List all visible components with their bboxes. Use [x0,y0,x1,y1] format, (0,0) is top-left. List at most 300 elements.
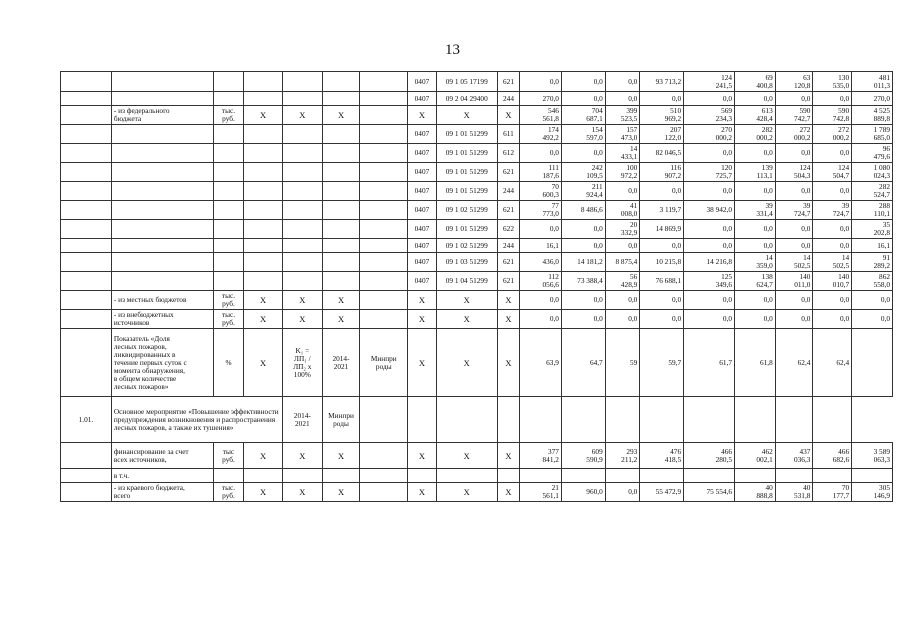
year-2018-cell: 0,0 [684,144,735,163]
year-2014-cell: 0,0 [520,72,562,92]
period-cell: 2014- 2021 [282,397,322,443]
year-2017-cell [640,469,684,483]
expense-type-cell: 622 [497,220,519,239]
expense-type-cell: X [497,106,519,125]
expense-type-cell: 621 [497,72,519,92]
table-row [61,253,893,272]
section-number-cell [61,253,112,272]
expense-type-cell [497,469,519,483]
year-2019-cell: 40 888,8 [735,483,776,502]
csr-cell [322,182,360,201]
year-2018-cell: 14 216,8 [684,253,735,272]
rz-pr-cell [282,144,322,163]
year-2017-cell: 476 418,5 [640,443,684,469]
year-2016-cell: 59 [605,329,640,397]
table-row [61,182,893,201]
empty-cell-cell [520,397,562,443]
total-cell: 96 479,6 [852,144,893,163]
unit-cell [213,92,244,106]
target-article-cell: X [436,106,497,125]
expense-type-cell: X [497,310,519,329]
vr-cell [360,182,408,201]
year-2015-cell: 0,0 [561,144,605,163]
vr-cell [360,220,408,239]
target-article-cell: 09 1 01 51299 [436,182,497,201]
expense-type-cell: 621 [497,201,519,220]
table-row [61,443,893,469]
year-2015-cell: 0,0 [561,92,605,106]
rz-pr-cell: X [282,483,322,502]
year-2017-cell: 55 472,9 [640,483,684,502]
year-2014-cell [520,469,562,483]
code-cell: 0407 [408,220,437,239]
year-2018-cell: 75 554,6 [684,483,735,502]
grbs-cell: X [244,106,283,125]
target-article-cell: 09 1 02 51299 [436,239,497,253]
year-2020-cell: 63 120,8 [775,72,813,92]
year-2017-cell: 3 119,7 [640,201,684,220]
description-cell [111,253,213,272]
unit-cell [213,239,244,253]
target-article-cell: 09 1 04 51299 [436,272,497,291]
total-cell: 305 146,9 [852,483,893,502]
section-number-cell [61,92,112,106]
year-2020-cell: 40 531,8 [775,483,813,502]
year-2014-cell: 377 841,2 [520,443,562,469]
unit-cell [213,272,244,291]
table-row [61,72,893,92]
year-2016-cell [605,469,640,483]
unit-cell [213,182,244,201]
year-2020-cell: 39 724,7 [775,201,813,220]
year-2018-cell: 0,0 [684,310,735,329]
target-article-cell: 09 1 03 51299 [436,253,497,272]
budget-table [60,71,893,502]
year-2020-cell: 0,0 [775,92,813,106]
year-2015-cell: 960,0 [561,483,605,502]
unit-cell [213,144,244,163]
target-article-cell: X [436,329,497,397]
vr-cell [360,272,408,291]
total-cell: 35 202,8 [852,220,893,239]
year-2015-cell: 0,0 [561,310,605,329]
year-2015-cell: 64,7 [561,329,605,397]
year-2015-cell: 0,0 [561,291,605,310]
year-2021-cell: 466 682,6 [813,443,852,469]
description-cell [111,272,213,291]
year-2018-cell: 569 234,3 [684,106,735,125]
year-2015-cell: 14 181,2 [561,253,605,272]
section-number-cell [61,291,112,310]
rz-pr-cell: K₁ = ЛП₁ / ЛП₂ х 100% [282,329,322,397]
target-article-cell: 09 1 01 51299 [436,163,497,182]
year-2014-cell: 70 600,3 [520,182,562,201]
empty-cell-cell [436,397,497,443]
csr-cell: X [322,443,360,469]
table-row [61,106,893,125]
year-2018-cell: 0,0 [684,291,735,310]
year-2020-cell: 124 504,3 [775,163,813,182]
grbs-cell [244,72,283,92]
empty-cell-cell [684,397,735,443]
csr-cell [322,125,360,144]
year-2020-cell: 0,0 [775,291,813,310]
expense-type-cell: 621 [497,253,519,272]
section-number-cell [61,144,112,163]
grbs-cell [244,239,283,253]
year-2019-cell: 14 359,0 [735,253,776,272]
year-2020-cell: 0,0 [775,310,813,329]
year-2015-cell: 0,0 [561,239,605,253]
year-2020-cell: 590 742,7 [775,106,813,125]
page-number: 13 [445,42,460,58]
year-2014-cell: 21 561,1 [520,483,562,502]
total-cell: 481 011,3 [852,72,893,92]
csr-cell [322,469,360,483]
code-cell: 0407 [408,92,437,106]
year-2021-cell: 130 535,0 [813,72,852,92]
year-2017-cell: 510 969,2 [640,106,684,125]
section-number-cell [61,310,112,329]
csr-cell [322,253,360,272]
year-2018-cell: 120 725,7 [684,163,735,182]
section-number-cell [61,125,112,144]
description-cell: Основное мероприятие «Повышение эффективности предупреждения возникновения и распространения лесных пожаров, а также их тушения» [111,397,282,443]
table-row [61,272,893,291]
year-2017-cell: 93 713,2 [640,72,684,92]
year-2015-cell: 704 687,1 [561,106,605,125]
expense-type-cell: 611 [497,125,519,144]
target-article-cell: 09 2 04 29400 [436,92,497,106]
year-2019-cell: 613 428,4 [735,106,776,125]
code-cell: 0407 [408,144,437,163]
year-2016-cell: 0,0 [605,72,640,92]
table-row [61,92,893,106]
rz-pr-cell: X [282,291,322,310]
year-2020-cell: 0,0 [775,239,813,253]
unit-cell: тыс. руб. [213,310,244,329]
grbs-cell: X [244,310,283,329]
year-2014-cell: 77 773,0 [520,201,562,220]
code-cell: 0407 [408,72,437,92]
expense-type-cell: X [497,483,519,502]
year-2014-cell: 0,0 [520,220,562,239]
table-row [61,483,893,502]
year-2020-cell: 62,4 [775,329,813,397]
year-2017-cell: 59,7 [640,329,684,397]
rz-pr-cell [282,125,322,144]
year-2018-cell: 0,0 [684,92,735,106]
year-2016-cell: 0,0 [605,182,640,201]
code-cell: X [408,106,437,125]
vr-cell [360,469,408,483]
year-2015-cell: 73 388,4 [561,272,605,291]
vr-cell [360,239,408,253]
year-2015-cell: 0,0 [561,220,605,239]
year-2015-cell: 242 109,5 [561,163,605,182]
unit-cell [213,125,244,144]
year-2016-cell: 0,0 [605,239,640,253]
total-cell: 1 789 685,0 [852,125,893,144]
unit-cell [213,72,244,92]
unit-cell [213,163,244,182]
expense-type-cell: 612 [497,144,519,163]
code-cell: 0407 [408,125,437,144]
year-2018-cell: 38 942,0 [684,201,735,220]
year-2017-cell: 207 122,0 [640,125,684,144]
table-row [61,239,893,253]
table-row [61,201,893,220]
rz-pr-cell [282,201,322,220]
year-2015-cell: 0,0 [561,72,605,92]
target-article-cell: X [436,483,497,502]
year-2019-cell: 0,0 [735,291,776,310]
year-2019-cell: 139 113,1 [735,163,776,182]
section-number-cell [61,443,112,469]
year-2019-cell: 462 002,1 [735,443,776,469]
code-cell: X [408,329,437,397]
code-cell: X [408,310,437,329]
year-2021-cell: 272 000,2 [813,125,852,144]
code-cell: X [408,483,437,502]
expense-type-cell: X [497,291,519,310]
section-number-cell [61,182,112,201]
year-2016-cell: 14 433,1 [605,144,640,163]
rz-pr-cell [282,272,322,291]
year-2021-cell: 0,0 [813,239,852,253]
grbs-cell [244,144,283,163]
table-row [61,163,893,182]
total-cell: 0,0 [852,310,893,329]
year-2020-cell: 0,0 [775,220,813,239]
year-2021-cell: 0,0 [813,220,852,239]
description-cell [111,72,213,92]
year-2016-cell: 20 332,9 [605,220,640,239]
vr-cell [360,483,408,502]
description-cell [111,92,213,106]
csr-cell: X [322,483,360,502]
year-2016-cell: 157 473,0 [605,125,640,144]
empty-cell-cell [775,397,813,443]
empty-cell-cell [640,397,684,443]
vr-cell [360,291,408,310]
csr-cell: 2014- 2021 [322,329,360,397]
total-cell: 288 110,1 [852,201,893,220]
grbs-cell: X [244,443,283,469]
year-2019-cell: 0,0 [735,92,776,106]
section-number-cell [61,106,112,125]
section-number-cell [61,272,112,291]
year-2015-cell: 609 590,9 [561,443,605,469]
empty-cell-cell [360,397,408,443]
year-2020-cell: 272 000,2 [775,125,813,144]
year-2016-cell: 293 211,2 [605,443,640,469]
year-2021-cell: 0,0 [813,291,852,310]
table-row [61,125,893,144]
year-2016-cell: 0,0 [605,291,640,310]
expense-type-cell: 244 [497,239,519,253]
description-cell [111,144,213,163]
rz-pr-cell [282,253,322,272]
expense-type-cell: X [497,443,519,469]
grbs-cell [244,163,283,182]
table-row [61,397,893,443]
year-2019-cell: 138 624,7 [735,272,776,291]
code-cell: X [408,291,437,310]
grbs-cell: X [244,291,283,310]
total-cell: 1 080 024,3 [852,163,893,182]
description-cell: - из внебюджетных источников [111,310,213,329]
rz-pr-cell [282,92,322,106]
year-2017-cell: 14 869,9 [640,220,684,239]
year-2021-cell: 0,0 [813,92,852,106]
year-2014-cell: 174 492,2 [520,125,562,144]
year-2015-cell: 154 597,0 [561,125,605,144]
expense-type-cell: 621 [497,272,519,291]
total-cell: 91 289,2 [852,253,893,272]
year-2021-cell: 0,0 [813,310,852,329]
empty-cell-cell [735,397,776,443]
rz-pr-cell [282,182,322,201]
year-2018-cell: 466 280,5 [684,443,735,469]
total-cell: 3 589 063,3 [852,443,893,469]
vr-cell [360,92,408,106]
year-2016-cell: 0,0 [605,92,640,106]
total-cell: 270,0 [852,92,893,106]
unit-cell [213,201,244,220]
year-2014-cell: 436,0 [520,253,562,272]
empty-cell-cell [813,397,852,443]
unit-cell: тыс руб. [213,443,244,469]
year-2020-cell: 140 011,0 [775,272,813,291]
year-2018-cell [684,469,735,483]
year-2017-cell: 82 046,5 [640,144,684,163]
unit-cell [213,469,244,483]
code-cell: 0407 [408,239,437,253]
vr-cell [360,443,408,469]
target-article-cell: 09 1 01 51299 [436,125,497,144]
target-article-cell: 09 1 01 51299 [436,144,497,163]
section-number-cell [61,239,112,253]
section-number-cell [61,483,112,502]
code-cell: 0407 [408,253,437,272]
csr-cell [322,239,360,253]
target-article-cell: 09 1 02 51299 [436,201,497,220]
grbs-cell [244,253,283,272]
total-cell: 16,1 [852,239,893,253]
year-2017-cell: 10 215,8 [640,253,684,272]
year-2021-cell [813,469,852,483]
year-2019-cell [735,469,776,483]
year-2020-cell: 0,0 [775,182,813,201]
description-cell [111,125,213,144]
year-2021-cell: 39 724,7 [813,201,852,220]
csr-cell [322,163,360,182]
table-row [61,469,893,483]
executor-cell: Минпри роды [322,397,360,443]
year-2020-cell: 0,0 [775,144,813,163]
vr-cell: Минпри роды [360,329,408,397]
table-row [61,220,893,239]
year-2019-cell: 0,0 [735,144,776,163]
grbs-cell: X [244,483,283,502]
year-2021-cell: 70 177,7 [813,483,852,502]
description-cell [111,201,213,220]
rz-pr-cell [282,72,322,92]
year-2019-cell: 0,0 [735,220,776,239]
year-2019-cell: 61,8 [735,329,776,397]
description-cell: - из краевого бюджета, всего [111,483,213,502]
year-2015-cell [561,469,605,483]
year-2019-cell: 0,0 [735,310,776,329]
section-number-cell [61,201,112,220]
grbs-cell [244,182,283,201]
description-cell [111,239,213,253]
description-cell: - из местных бюджетов [111,291,213,310]
year-2014-cell: 111 187,6 [520,163,562,182]
csr-cell: X [322,291,360,310]
rz-pr-cell: X [282,443,322,469]
csr-cell: X [322,106,360,125]
year-2017-cell: 0,0 [640,291,684,310]
unit-cell: тыс. руб. [213,291,244,310]
table-row [61,291,893,310]
description-cell: - из федерального бюджета [111,106,213,125]
table-row [61,144,893,163]
section-number-cell [61,329,112,397]
year-2017-cell: 116 907,2 [640,163,684,182]
year-2015-cell: 8 486,6 [561,201,605,220]
csr-cell: X [322,310,360,329]
section-number-cell [61,220,112,239]
description-cell [111,220,213,239]
csr-cell [322,92,360,106]
year-2020-cell [775,469,813,483]
year-2014-cell: 270,0 [520,92,562,106]
code-cell: X [408,443,437,469]
year-2014-cell: 546 561,8 [520,106,562,125]
year-2021-cell: 0,0 [813,144,852,163]
csr-cell [322,272,360,291]
year-2018-cell: 0,0 [684,182,735,201]
year-2014-cell: 0,0 [520,310,562,329]
total-cell: 4 525 889,8 [852,106,893,125]
code-cell [408,469,437,483]
rz-pr-cell [282,220,322,239]
grbs-cell [244,92,283,106]
year-2014-cell: 0,0 [520,144,562,163]
description-cell [111,163,213,182]
description-cell: в т.ч. [111,469,213,483]
year-2016-cell: 0,0 [605,483,640,502]
year-2021-cell: 62,4 [813,329,852,397]
year-2014-cell: 0,0 [520,291,562,310]
year-2014-cell: 112 056,6 [520,272,562,291]
target-article-cell: X [436,443,497,469]
year-2014-cell: 63,9 [520,329,562,397]
total-cell: 862 558,0 [852,272,893,291]
unit-cell: % [213,329,244,397]
unit-cell: тыс. руб. [213,106,244,125]
grbs-cell [244,469,283,483]
year-2019-cell: 69 400,8 [735,72,776,92]
year-2018-cell: 0,0 [684,239,735,253]
expense-type-cell: X [497,329,519,397]
year-2016-cell: 41 008,0 [605,201,640,220]
total-cell [852,329,893,397]
table-row [61,329,893,397]
year-2021-cell: 140 010,7 [813,272,852,291]
